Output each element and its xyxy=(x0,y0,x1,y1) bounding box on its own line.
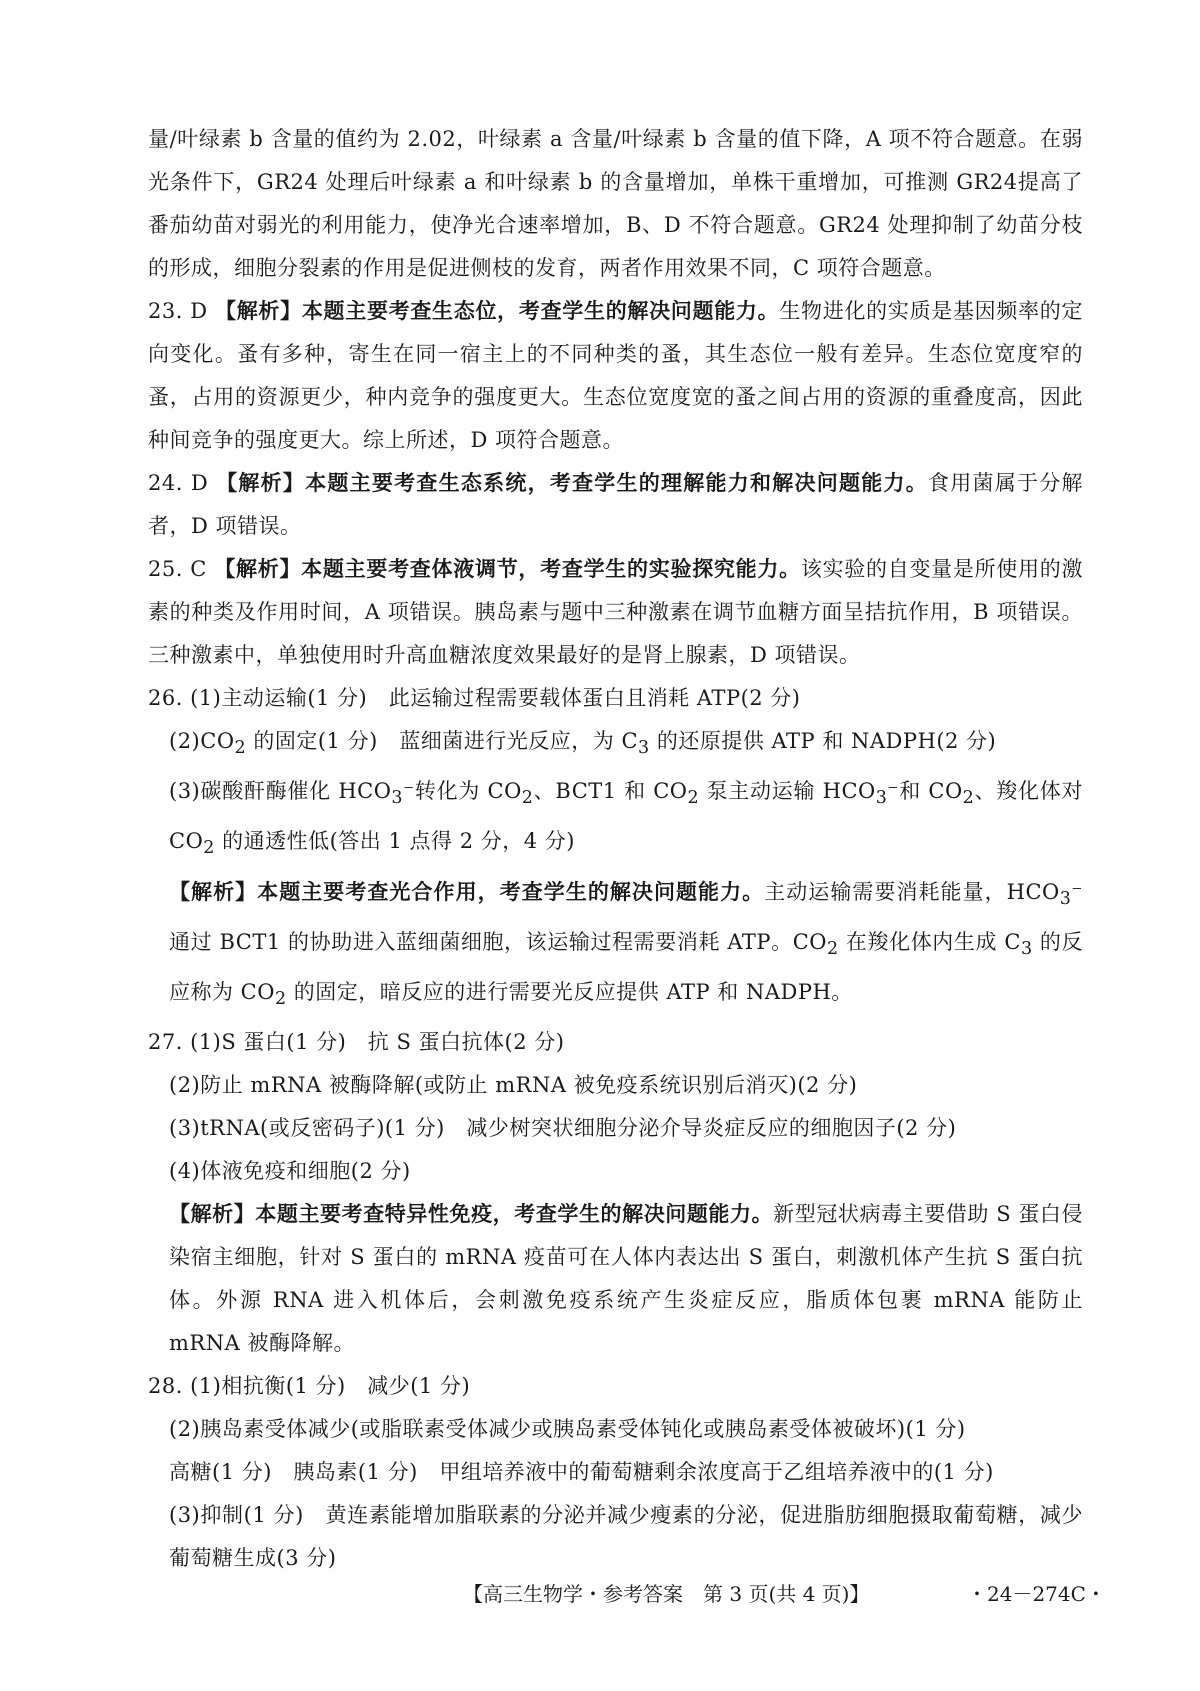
subscript: 2 xyxy=(962,788,975,809)
footer-title: 【高三生物学・参考答案 第 3 页(共 4 页)】 xyxy=(463,1582,870,1606)
analysis-tag: 【解析】本题主要考查光合作用，考查学生的解决问题能力。 xyxy=(169,879,765,904)
continued-line: 题意。 xyxy=(881,256,946,280)
answer-line: 高糖(1 分) 胰岛素(1 分) 甲组培养液中的葡萄糖剩余浓度高于乙组培养液中的(1 分) xyxy=(169,1460,994,1485)
question-25 xyxy=(148,548,1083,677)
subscript: 2 xyxy=(274,989,287,1010)
answer-part: 、羧化体对 CO xyxy=(169,779,1083,854)
question-number: 24. D xyxy=(148,471,209,495)
answer-line: 27. (1)S 蛋白(1 分) 抗 S 蛋白抗体(2 分) xyxy=(148,1030,565,1055)
question-28-answer-2b xyxy=(148,1451,1083,1494)
question-23 xyxy=(148,290,1083,462)
question-26-answer-1 xyxy=(148,677,1083,720)
continued-line: 提高了番茄幼苗对弱光的利用能力，使净光合速率增加，B、D 不符合题意。GR24 处理抑制 xyxy=(148,170,1083,237)
answer-line: (2)胰岛素受体减少(或脂联素受体减少或胰岛素受体钝化或胰岛素受体被破坏)(1 分) xyxy=(169,1417,966,1442)
continued-line: 在弱光条件下，GR24 处理后叶绿素 a 和叶绿素 b 的含量增加，单株干重增加，可推测 GR24 xyxy=(148,127,1083,194)
continued-line: 了幼苗分枝的形成，细胞分裂素的作用是促进侧枝的发育，两者作用效果不同，C 项符合 xyxy=(148,213,1083,280)
analysis-part: 的固定，暗反应的进行需要光反应提供 ATP 和 NADPH。 xyxy=(286,979,853,1004)
answer-content xyxy=(148,118,1083,1580)
question-26-answer-2 xyxy=(148,720,1083,770)
analysis-text: 该实验的自变量是所使用的激素的种类及作用时间，A 项错误。胰岛素与题中三种激素在调节血糖方面呈拮抗作用，B 项错误。三种激素中，单独使用时升高血糖浓度效果最好的是肾上腺素，D 项错误。 xyxy=(148,557,1084,667)
subscript: 3 xyxy=(391,788,404,809)
analysis-part: 主动运输需要消耗能量，HCO xyxy=(764,879,1060,904)
subscript: 2 xyxy=(826,938,839,959)
continued-explanation xyxy=(148,118,1083,290)
question-28-answer-1 xyxy=(148,1365,1083,1408)
question-27-answer-1 xyxy=(148,1021,1083,1064)
answer-line: (3)抑制(1 分) 黄连素能增加脂联素的分泌并减少瘦素的分泌，促进脂肪细胞摄取葡萄糖，减少葡萄糖生成(3 分) xyxy=(169,1503,1083,1571)
question-number: 23. D xyxy=(148,299,208,323)
answer-part: 、BCT1 和 CO xyxy=(533,779,688,804)
answer-line: 26. (1)主动运输(1 分) 此运输过程需要载体蛋白且消耗 ATP(2 分) xyxy=(148,686,801,710)
analysis-tag: 【解析】本题主要考查生态系统，考查学生的理解能力和解决问题能力。 xyxy=(216,471,929,495)
answer-line: (2)防止 mRNA 被酶降解(或防止 mRNA 被免疫系统识别后消灭)(2 分) xyxy=(169,1073,858,1098)
question-28-answer-2 xyxy=(148,1408,1083,1451)
subscript: 2 xyxy=(203,838,215,859)
answer-line: (3)tRNA(或反密码子)(1 分) 减少树突状细胞分泌介导炎症反应的细胞因子(2 分) xyxy=(169,1116,957,1141)
answer-part: (3)碳酸酐酶催化 HCO xyxy=(169,779,392,804)
question-number: 25. C xyxy=(148,557,207,581)
subscript: 3 xyxy=(638,738,650,759)
question-24 xyxy=(148,462,1083,548)
question-27-answer-4 xyxy=(148,1150,1083,1193)
answer-part: 的还原提供 ATP 和 NADPH(2 分) xyxy=(649,729,997,753)
subscript: 2 xyxy=(521,788,534,809)
question-26-answer-3 xyxy=(148,770,1083,870)
analysis-text: 生物进化的实质是基因频率的定向变化。蚤有多种，寄生在同一宿主上的不同种类的蚤，其生态位一般有差异。生态位宽度窄的蚤，占用的资源更少，种内竞争的强度更大。生态位宽度宽的蚤之间占用的资源的重叠度高，因此种间竞争的强度更大。综上所述，D 项符合题意。 xyxy=(148,299,1084,452)
answer-part: ⁻和 CO xyxy=(887,779,963,804)
analysis-text: 食用菌属于分解者，D 项错误。 xyxy=(148,471,1084,538)
answer-line: (4)体液免疫和细胞(2 分) xyxy=(169,1159,411,1184)
answer-part: 的固定(1 分) 蓝细菌进行光反应，为 C xyxy=(246,729,639,753)
answer-line: 28. (1)相抗衡(1 分) 减少(1 分) xyxy=(148,1374,471,1399)
analysis-tag: 【解析】本题主要考查特异性免疫，考查学生的解决问题能力。 xyxy=(169,1202,774,1227)
analysis-tag: 【解析】本题主要考查生态位，考查学生的解决问题能力。 xyxy=(215,299,780,323)
subscript: 2 xyxy=(687,788,700,809)
analysis-part: 在羧化体内生成 C xyxy=(838,929,1021,954)
continued-line: 量/叶绿素 b 含量的值约为 2.02，叶绿素 a 含量/叶绿素 b 含量的值下降，A 项不符合题意。 xyxy=(148,127,1040,151)
subscript: 3 xyxy=(875,788,888,809)
analysis-text: 新型冠状病毒主要借助 S 蛋白侵染宿主细胞，针对 S 蛋白的 mRNA 疫苗可在人体内表达出 S 蛋白，刺激机体产生抗 S 蛋白抗体。外源 RNA 进入机体后，会刺激免疫系统产生炎症反应，脂质体包裹 mRNA 能防止 mRNA 被酶降解。 xyxy=(169,1202,1083,1356)
answer-part: 的通透性低(答出 1 点得 2 分，4 分) xyxy=(214,829,575,854)
answer-part: 泵主动运输 HCO xyxy=(699,779,876,804)
subscript: 3 xyxy=(1020,938,1033,959)
subscript: 3 xyxy=(1059,888,1072,909)
analysis-part: ⁻通过 BCT1 的协助进入蓝细菌细胞，该运输过程需要消耗 ATP。CO xyxy=(169,879,1083,954)
question-27-analysis xyxy=(148,1193,1083,1365)
subscript: 2 xyxy=(234,738,247,759)
answer-part: (2)CO xyxy=(169,729,235,753)
analysis-part: 的反应称为 CO xyxy=(169,929,1083,1004)
question-26-analysis xyxy=(148,871,1083,1022)
answer-part: ⁻转化为 CO xyxy=(403,779,522,804)
question-27-answer-2 xyxy=(148,1064,1083,1107)
footer-code: ・24－274C・ xyxy=(967,1582,1106,1606)
question-27-answer-3 xyxy=(148,1107,1083,1150)
analysis-tag: 【解析】本题主要考查体液调节，考查学生的实验探究能力。 xyxy=(214,557,801,581)
question-28-answer-3 xyxy=(148,1494,1083,1580)
